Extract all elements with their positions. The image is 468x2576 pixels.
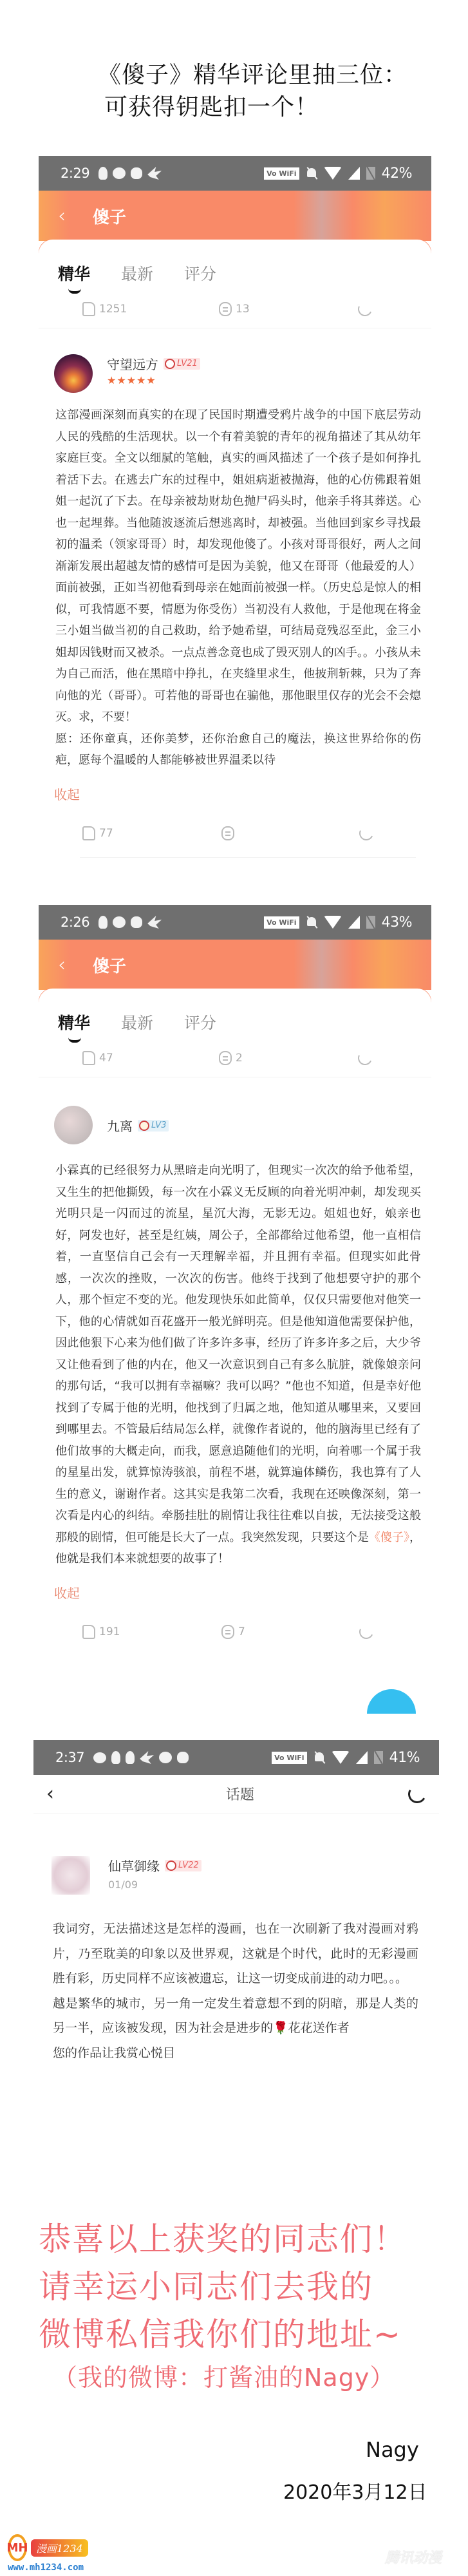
wechat-icon [93, 1752, 106, 1763]
status-bar [39, 156, 431, 191]
like-button[interactable]: 191 [82, 1625, 221, 1639]
reply-button[interactable] [221, 826, 359, 840]
like-button[interactable]: 77 [82, 826, 221, 840]
screenshot-1 [39, 156, 431, 877]
status-time: 2:29 [61, 166, 90, 181]
tab-bar [39, 989, 431, 1039]
comic-header [39, 940, 431, 990]
tencent-comic-watermark: 腾讯动漫 [385, 2550, 442, 2566]
like-button[interactable]: 1251 [82, 302, 219, 316]
share-button[interactable] [358, 1051, 372, 1065]
avatar[interactable] [54, 1106, 93, 1144]
collapse-link[interactable]: 收起 [54, 786, 80, 802]
share-icon[interactable] [406, 1783, 428, 1804]
bird-icon [140, 1751, 154, 1764]
previous-comment-actions [39, 1039, 431, 1077]
chat-bubble-icon [113, 916, 126, 928]
tab-latest[interactable]: 最新 [121, 1014, 154, 1032]
collapse-link[interactable]: 收起 [54, 1585, 80, 1601]
comment-actions [54, 816, 416, 851]
share-button[interactable] [359, 826, 373, 840]
tab-latest[interactable]: 最新 [121, 265, 154, 283]
username[interactable]: 守望远方 [107, 357, 158, 372]
status-time: 2:37 [55, 1750, 85, 1765]
announcement-line-1: 恭喜以上获奖的同志们！ [39, 2221, 407, 2258]
app-icon [131, 916, 142, 928]
bell-muted-icon [314, 1751, 325, 1764]
vowifi-icon: Vo WiFi [264, 916, 299, 929]
status-time: 2:26 [61, 914, 90, 930]
battery-level: 43% [381, 914, 412, 931]
announcement-line-2: 请幸运小同志们去我的 [39, 2268, 373, 2306]
vowifi-icon: Vo WiFi [264, 167, 299, 180]
chat-bubble-icon [113, 167, 126, 179]
tab-rating[interactable]: 评分 [184, 1014, 217, 1032]
back-chevron-icon[interactable]: ‹ [58, 204, 66, 227]
announcement-line-3: 微博私信我你们的地址~ [39, 2316, 402, 2353]
level-badge: LV22 [165, 1860, 201, 1871]
status-bar [39, 905, 431, 940]
comment-icon [221, 826, 234, 840]
level-badge: LV21 [164, 358, 200, 370]
avatar[interactable] [54, 354, 93, 393]
divider [80, 857, 416, 858]
signal-icon [348, 916, 360, 929]
battery-level: 42% [381, 165, 412, 182]
announcement-title [0, 59, 468, 124]
app-icon [177, 1752, 189, 1763]
level-mascot-icon [165, 359, 175, 369]
comment-text: 我词穷，无法描述这是怎样的漫画，也在一次刷新了我对漫画对鸦片，乃至耽美的印象以及世界观，这就是个时代，此时的无彩漫画胜有彩，历史同样不应该被遗忘，让这一切变成前进的动力吧。。。 越是繁华的城市，另一角一定发生着意想不到的阴暗，那是人类的另一半，应该被发现，因为社会是进步的🌹花花送作者 您的作品让我赏心悦目 [53, 1922, 418, 2060]
mh1234-url: www.mh1234.com [8, 2562, 84, 2573]
share-button[interactable] [359, 1625, 373, 1639]
no-sim-icon [366, 167, 375, 180]
comic-header [39, 191, 431, 241]
wifi-icon [332, 1751, 350, 1764]
comic-link[interactable]: 《傻子》 [368, 1530, 410, 1544]
comment-actions [54, 1615, 416, 1649]
app-icon [131, 167, 142, 179]
comment-icon [219, 302, 232, 316]
signal-icon [348, 167, 360, 180]
level-badge: LV3 [138, 1120, 169, 1132]
thumbs-up-icon [82, 826, 95, 840]
post-date: 01/09 [108, 1879, 138, 1891]
comment-icon [221, 1625, 234, 1639]
topic-nav-bar [33, 1775, 439, 1814]
comment-card [33, 1814, 439, 2065]
announcement-weibo: （我的微博：打酱油的Nagy） [53, 2363, 395, 2392]
wifi-icon [324, 916, 342, 929]
thumbs-up-icon [82, 1625, 95, 1639]
comment-icon [219, 1051, 232, 1065]
tab-featured[interactable]: 精华 [58, 261, 90, 285]
comic-title: 傻子 [93, 207, 127, 227]
tab-bar [39, 240, 431, 290]
avatar[interactable] [51, 1856, 90, 1895]
share-button[interactable] [358, 302, 372, 316]
username[interactable]: 九离 [107, 1119, 133, 1134]
screenshot-3 [33, 1740, 439, 2165]
bird-icon [147, 167, 162, 180]
thumbs-up-icon [82, 302, 95, 316]
share-icon [356, 299, 374, 317]
comic-title: 傻子 [93, 956, 127, 976]
level-mascot-icon [166, 1861, 176, 1871]
qq-icon [111, 1751, 120, 1764]
no-sim-icon [374, 1751, 383, 1764]
back-chevron-icon[interactable]: ‹ [58, 953, 66, 976]
battery-level: 41% [389, 1749, 420, 1766]
chat-bubble-icon [159, 1752, 172, 1763]
reply-button[interactable]: 2 [219, 1051, 358, 1065]
bird-icon [147, 916, 162, 929]
username[interactable]: 仙草御缘 [108, 1859, 160, 1874]
signal-icon [356, 1751, 368, 1764]
qq-icon [98, 916, 108, 929]
title-line-1: 《傻子》精华评论里抽三位： [98, 62, 408, 88]
title-line-2: 可获得钥匙扣一个！ [104, 94, 319, 120]
share-icon [356, 1048, 374, 1066]
share-icon [357, 824, 375, 842]
mh1234-watermark [8, 2534, 88, 2573]
tab-rating[interactable]: 评分 [184, 265, 217, 283]
comment-card [39, 328, 431, 858]
reply-button[interactable]: 13 [219, 302, 358, 316]
winner-announcement [0, 2215, 468, 2397]
no-sim-icon [366, 916, 375, 929]
level-mascot-icon [139, 1121, 149, 1131]
bell-muted-icon [306, 167, 317, 180]
qq-icon [98, 167, 108, 180]
comment-card [39, 1077, 431, 1649]
signature-date: 2020年3月12日 [283, 2481, 427, 2504]
mh-logo-icon: MH [8, 2534, 27, 2561]
signature-name: Nagy [366, 2438, 419, 2462]
share-icon [357, 1622, 375, 1640]
thumbs-up-icon [82, 1051, 95, 1065]
rating-stars: ★★★★★ [107, 374, 156, 386]
status-bar [33, 1740, 439, 1775]
back-chevron-icon[interactable]: ‹ [46, 1783, 54, 1805]
bell-muted-icon [306, 916, 317, 929]
comment-text: 小霖真的已经很努力从黑暗走向光明了，但现实一次次的给予他希望，又生生的把他撕毁，每一次在小霖义无反顾的向着光明冲刺，却发现买光明只是一闪而过的流星，星沉大海，无影无边。姐姐也好，娘亲也好，阿发也好，甚至是红姨，周公子，全部都给过他希望，他一直相信着，一直坚信自己会有一天理解幸福，并且拥有幸福。但现实如此骨感，一次次的挫败，一次次的伤害。他终于找到了他想要守护的那个人，那个恒定不变的光。他发现快乐如此简单，仅仅只需要他对他笑一下，他的心情就如百花盛开一般光鲜明亮。但是他知道他需要保护他，因此他狠下心来为他们做了许多许多事，经历了许多许多之后，大少爷又让他看到了他的内在，他又一次意识到自己有多么肮脏，就像娘亲问的那句话，“我可以拥有幸福嘛？我可以吗？”他也不知道，但是幸好他找到了专属于他的光明，他找到了归属之地，他知道从哪里来，又要回到哪里去。不管最后结局怎么样，就像作者说的，他的脑海里已经有了他们故事的大概走向，而我，愿意追随他们的光明，向着哪一个属于我的星星出发，就算惊涛骇浪，前程不堪，就算遍体鳞伤，我也算有了人生的意义，谢谢作者。这其实是我第二次看，我现在还映像深刻，第一次看是内心的纠结。牵肠挂肚的剧情让我往往难以自拔，无法接受这般那般的剧情，但可能是长大了一点。我突然发现，只要这个是《傻子》，他就是我们本来就想要的故事了！ [55, 1164, 422, 1566]
page-title: 话题 [225, 1787, 254, 1803]
like-button[interactable]: 47 [82, 1051, 219, 1065]
mh1234-badge: 漫画1234 [31, 2539, 88, 2557]
tab-featured[interactable]: 精华 [58, 1010, 90, 1034]
previous-comment-actions [39, 290, 431, 328]
wifi-icon [324, 167, 342, 180]
qq-icon [126, 1751, 135, 1764]
screenshot-2 [39, 905, 431, 1703]
reply-button[interactable]: 7 [221, 1625, 359, 1639]
comment-text: 这部漫画深刻而真实的在现了民国时期遭受鸦片战争的中国下底层劳动人民的残酷的生活现状。以一个有着美貌的青年的视角描述了其从幼年家庭巨变。全文以细腻的笔触，真实的画风描述了一个孩子是如何挣扎着活下去。在逃去广东的过程中，姐姐病逝被抛海，他的心仿佛跟着姐姐一起沉了下去。在母亲被劫财劫色抛尸码头时，他亲手将其葬送。心也一起埋葬。当他随波逐流后想逃离时，却被强。当他回到家乡寻找最初的温柔（领家哥哥）时，却发现他傻了。小孩对哥哥很好，两人之间渐渐发展出超越友情的感情可是因为美貌，他又在哥哥（他最爱的人）面前被强，正如当初他看到母亲在她面前被强一样。（历史总是惊人的相似，可我情愿不要，情愿为你受伤）当初没有人救他，于是他现在将金三小姐当做当初的自己救助，给予她希望，可结局竟残忍至此，金三小姐却因钱财而又被杀。一点点善念竟也成了毁灭别人的凶手。。小孩从未为自己而活，他在黑暗中挣扎，在夹缝里求生，他披荆斩棘，只为了奔向他的光（哥哥）。可若他的哥哥也在骗他，那他眼里仅存的光会不会熄灭。求，不要！ 愿：还你童真，还你美梦，还你治愈自己的魔法，换这世界给你的伤疤，愿每个温暖的人都能够被世界温柔以待 [55, 408, 421, 767]
vowifi-icon: Vo WiFi [272, 1752, 307, 1764]
